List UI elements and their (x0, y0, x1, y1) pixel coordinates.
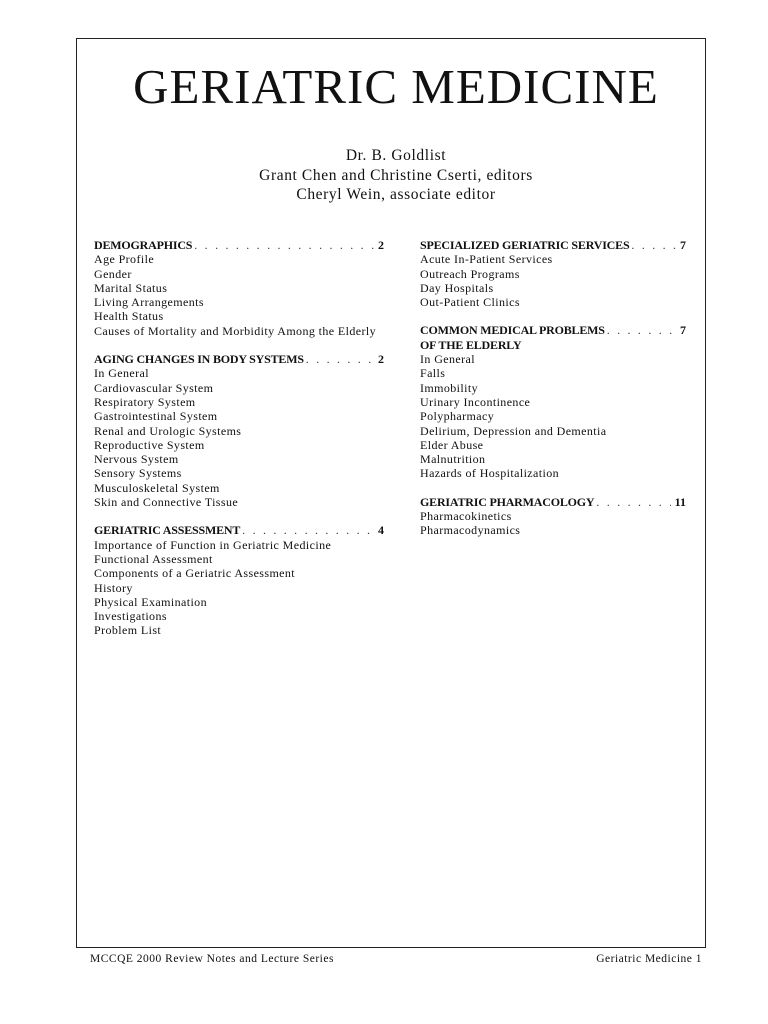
toc-item: Polypharmacy (420, 409, 495, 424)
toc-item: Cardiovascular System (94, 380, 214, 395)
toc-item: Skin and Connective Tissue (94, 495, 239, 510)
toc-section-heading (420, 238, 686, 252)
toc-item: Out-Patient Clinics (420, 295, 520, 310)
dot-leader (194, 238, 374, 252)
toc-item: Falls (420, 366, 446, 381)
toc-item: Physical Examination (94, 594, 207, 609)
toc-section-title: SPECIALIZED GERIATRIC SERVICES (420, 238, 630, 252)
toc-item: Delirium, Depression and Dementia (420, 423, 607, 438)
dot-leader (596, 495, 670, 509)
dot-leader (242, 523, 374, 537)
toc-item: Day Hospitals (420, 280, 494, 295)
editors-line: Grant Chen and Christine Cserti, editors (259, 166, 533, 184)
toc-item: Renal and Urologic Systems (94, 423, 242, 438)
author-block (76, 146, 716, 205)
footer-series: MCCQE 2000 Review Notes and Lecture Series (90, 953, 334, 965)
toc-item: Gastrointestinal System (94, 409, 218, 424)
toc-section (94, 523, 384, 637)
footer-page-label: Geriatric Medicine 1 (596, 953, 702, 965)
toc-item: Pharmacokinetics (420, 509, 512, 524)
toc-section-heading (420, 323, 686, 337)
toc-section-title: COMMON MEDICAL PROBLEMS (420, 323, 605, 338)
toc-section-subtitle: OF THE ELDERLY (420, 337, 522, 352)
toc-section (420, 238, 686, 309)
toc-item: Outreach Programs (420, 266, 520, 281)
toc-item: Components of a Geriatric Assessment (94, 566, 296, 581)
toc-item: Living Arrangements (94, 295, 204, 310)
toc-section-heading (94, 523, 384, 537)
toc-section (420, 495, 686, 538)
toc-page-number: 7 (680, 323, 686, 338)
toc-item: Malnutrition (420, 452, 486, 467)
toc-item: Marital Status (94, 280, 168, 295)
toc-section-title: AGING CHANGES IN BODY SYSTEMS (94, 352, 304, 367)
toc-item: Nervous System (94, 452, 179, 467)
toc-page-number: 2 (378, 238, 384, 252)
toc-item: Causes of Mortality and Morbidity Among the Elderly (94, 323, 377, 338)
toc-item: Elder Abuse (420, 437, 484, 452)
dot-leader (607, 323, 676, 337)
toc-section-heading (94, 238, 384, 252)
toc-item: Health Status (94, 309, 164, 324)
toc-section-heading (420, 495, 686, 509)
toc-left-column (94, 238, 384, 652)
toc-item: History (94, 580, 133, 595)
toc-item: Gender (94, 266, 132, 281)
toc-page-number: 2 (378, 352, 384, 367)
toc-right-column (420, 238, 686, 552)
toc-item: Pharmacodynamics (420, 523, 521, 538)
toc-item: Hazards of Hospitalization (420, 466, 560, 481)
toc-section (94, 238, 384, 338)
toc-section-title: GERIATRIC ASSESSMENT (94, 523, 241, 538)
toc-item: Musculoskeletal System (94, 480, 220, 495)
toc-item: In General (420, 352, 475, 367)
toc-item: Sensory Systems (94, 466, 182, 481)
toc-item: Investigations (94, 609, 167, 624)
dot-leader (631, 238, 676, 252)
toc-item: Age Profile (94, 252, 155, 267)
toc-item: Acute In-Patient Services (420, 252, 553, 267)
toc-section-heading (94, 352, 384, 366)
toc-item: Functional Assessment (94, 551, 213, 566)
author-line: Dr. B. Goldlist (345, 147, 447, 164)
toc-page-number: 11 (674, 494, 686, 509)
toc-section-title: GERIATRIC PHARMACOLOGY (420, 494, 595, 509)
toc-section (420, 323, 686, 480)
toc-section-title: DEMOGRAPHICS (94, 238, 193, 252)
toc-item: Problem List (94, 623, 162, 638)
document-title: GERIATRIC MEDICINE (133, 59, 659, 114)
toc-page-number: 4 (378, 523, 384, 538)
toc-page-number: 7 (680, 238, 686, 252)
toc-item: In General (94, 366, 149, 381)
toc-item: Respiratory System (94, 394, 196, 409)
toc-item: Reproductive System (94, 437, 205, 452)
dot-leader (306, 352, 374, 366)
toc-section (94, 352, 384, 509)
toc-item: Immobility (420, 380, 478, 395)
toc-item: Importance of Function in Geriatric Medicine (94, 537, 332, 552)
toc-item: Urinary Incontinence (420, 394, 531, 409)
associate-editor-line: Cheryl Wein, associate editor (296, 186, 496, 203)
